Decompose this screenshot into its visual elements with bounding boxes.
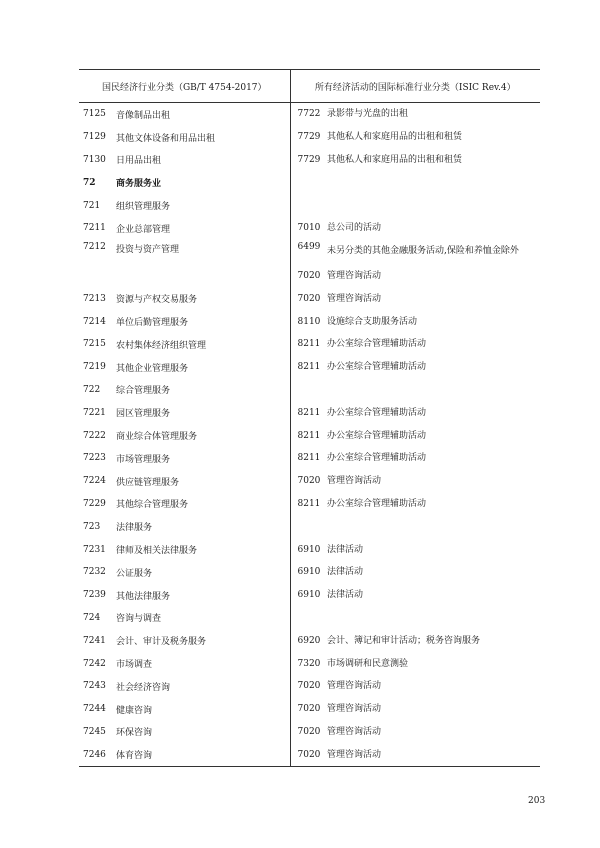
table-row: [79, 561, 540, 584]
table-row: [79, 607, 540, 630]
gbt-name: 商务服务业: [116, 171, 290, 194]
table-row: [79, 538, 540, 561]
gbt-code: 7245: [83, 726, 106, 737]
isic-code: 7020: [297, 726, 321, 737]
gbt-name: 商业综合体管理服务: [116, 424, 290, 447]
table-row: [79, 721, 540, 744]
isic-name: 设施综合支助服务活动: [327, 316, 418, 327]
gbt-code: 7219: [83, 362, 106, 373]
gbt-code: 7221: [83, 407, 106, 418]
gbt-code: 724: [83, 612, 101, 623]
isic-name: 管理咨询活动: [327, 704, 382, 715]
gbt-name: 音像制品出租: [116, 103, 290, 126]
isic-name: 办公室综合管理辅助活动: [327, 407, 427, 418]
gbt-name: 市场调查: [116, 652, 290, 675]
table-row: [79, 103, 540, 126]
gbt-name: [116, 265, 290, 288]
table-row: [79, 171, 540, 194]
table-row: [79, 743, 540, 766]
table-row: [79, 240, 540, 265]
gbt-code: 7129: [83, 132, 106, 143]
gbt-name: 综合管理服务: [116, 379, 290, 402]
isic-name: 总公司的活动: [327, 223, 382, 234]
isic-code: 6920: [297, 635, 321, 646]
gbt-code: 722: [83, 384, 101, 395]
table-row: [79, 194, 540, 217]
gbt-name: 组织管理服务: [116, 194, 290, 217]
gbt-code: 7229: [83, 498, 106, 509]
isic-name: 办公室综合管理辅助活动: [327, 430, 427, 441]
isic-name: 法律活动: [327, 544, 364, 555]
isic-name: [327, 171, 540, 194]
gbt-name: 投资与资产管理: [116, 240, 290, 265]
table-row: [79, 149, 540, 172]
table-row: [79, 310, 540, 333]
table-row: [79, 356, 540, 379]
gbt-name: 日用品出租: [116, 149, 290, 172]
table-row: [79, 401, 540, 424]
table-row: [79, 126, 540, 149]
gbt-code: 7224: [83, 476, 106, 487]
isic-code: 8211: [297, 453, 321, 464]
gbt-code: [79, 265, 116, 288]
table-row: [79, 424, 540, 447]
isic-name: 法律活动: [327, 567, 364, 578]
gbt-code: 7214: [83, 316, 106, 327]
isic-code: 8110: [297, 316, 321, 327]
isic-code: [290, 515, 327, 538]
gbt-code: 721: [83, 200, 101, 211]
table-row: [79, 493, 540, 516]
gbt-name: 其他企业管理服务: [116, 356, 290, 379]
isic-code: 8211: [297, 339, 321, 350]
isic-code: 7729: [297, 132, 321, 143]
isic-name: 办公室综合管理辅助活动: [327, 339, 427, 350]
table-row: [79, 675, 540, 698]
gbt-code: 7241: [83, 635, 106, 646]
isic-name: 办公室综合管理辅助活动: [327, 362, 427, 373]
gbt-name: 农村集体经济组织管理: [116, 333, 290, 356]
table-row: [79, 470, 540, 493]
isic-code: 8211: [297, 430, 321, 441]
isic-code: 7722: [297, 109, 321, 120]
isic-name: 会计、簿记和审计活动；税务咨询服务: [327, 635, 481, 646]
gbt-code: 72: [83, 177, 96, 188]
isic-name: 管理咨询活动: [327, 681, 382, 692]
isic-name: 其他私人和家庭用品的出租和租赁: [327, 154, 463, 165]
gbt-code: 7243: [83, 681, 106, 692]
isic-code: [290, 379, 327, 402]
table-row: [79, 629, 540, 652]
gbt-code: 7231: [83, 544, 106, 555]
isic-name: 管理咨询活动: [327, 476, 382, 487]
gbt-code: 7212: [83, 241, 106, 252]
page-number: 203: [528, 796, 546, 806]
gbt-code: 723: [83, 521, 101, 532]
gbt-name: 其他文体设备和用品出租: [116, 126, 290, 149]
header-isic: 所有经济活动的国际标准行业分类（ISIC Rev.4）: [290, 70, 540, 103]
isic-code: [290, 194, 327, 217]
isic-code: 8211: [297, 498, 321, 509]
gbt-name: 企业总部管理: [116, 217, 290, 240]
gbt-code: 7222: [83, 430, 106, 441]
header-gbt: 国民经济行业分类（GB/T 4754-2017）: [79, 70, 290, 103]
isic-code: 7320: [297, 658, 321, 669]
isic-code: 7020: [297, 293, 321, 304]
isic-name: [327, 194, 540, 217]
table-row: [79, 652, 540, 675]
isic-name: 未另分类的其他金融服务活动,保险和养恤金除外: [327, 245, 519, 256]
table-row: [79, 584, 540, 607]
gbt-code: 7244: [83, 704, 106, 715]
table-row: [79, 217, 540, 240]
gbt-code: 7125: [83, 109, 106, 120]
isic-code: 7020: [297, 704, 321, 715]
gbt-name: 法律服务: [116, 515, 290, 538]
gbt-code: 7242: [83, 658, 106, 669]
isic-code: 7729: [297, 154, 321, 165]
gbt-code: 7246: [79, 743, 116, 766]
isic-code: 8211: [297, 407, 321, 418]
isic-name: 其他私人和家庭用品的出租和租赁: [327, 132, 463, 143]
gbt-name: 资源与产权交易服务: [116, 287, 290, 310]
table-header-row: [79, 70, 540, 103]
gbt-name: 供应链管理服务: [116, 470, 290, 493]
gbt-code: 7215: [83, 339, 106, 350]
isic-code: 7020: [297, 476, 321, 487]
gbt-name: 环保咨询: [116, 721, 290, 744]
gbt-name: 会计、审计及税务服务: [116, 629, 290, 652]
isic-name: 管理咨询活动: [327, 270, 382, 281]
classification-table: [79, 69, 540, 767]
isic-name: [327, 607, 540, 630]
gbt-code: 7223: [83, 453, 106, 464]
isic-code: [290, 607, 327, 630]
isic-name: 管理咨询活动: [327, 293, 382, 304]
isic-name: 办公室综合管理辅助活动: [327, 453, 427, 464]
table-row: [79, 333, 540, 356]
gbt-name: 市场管理服务: [116, 447, 290, 470]
gbt-code: 7239: [83, 590, 106, 601]
table-row: [79, 379, 540, 402]
table-row: [79, 698, 540, 721]
isic-code: 7020: [297, 270, 321, 281]
isic-code: 6910: [297, 544, 321, 555]
gbt-name: 公证服务: [116, 561, 290, 584]
isic-code: 8211: [297, 362, 321, 373]
isic-name: 管理咨询活动: [327, 743, 540, 766]
isic-code: 6499: [297, 241, 321, 252]
isic-name: 管理咨询活动: [327, 726, 382, 737]
isic-name: 市场调研和民意测验: [327, 658, 409, 669]
isic-code: 7020: [290, 743, 327, 766]
table-row: [79, 287, 540, 310]
gbt-code: 7130: [83, 154, 106, 165]
isic-name: 法律活动: [327, 590, 364, 601]
gbt-name: 律师及相关法律服务: [116, 538, 290, 561]
gbt-code: 7232: [83, 567, 106, 578]
isic-code: 7020: [297, 681, 321, 692]
isic-code: [290, 171, 327, 194]
gbt-name: 体育咨询: [116, 743, 290, 766]
gbt-code: 7211: [83, 223, 106, 234]
isic-name: 录影带与光盘的出租: [327, 109, 409, 120]
table-row: [79, 515, 540, 538]
isic-name: 办公室综合管理辅助活动: [327, 498, 427, 509]
gbt-name: 咨询与调查: [116, 607, 290, 630]
gbt-name: 其他法律服务: [116, 584, 290, 607]
isic-code: 6910: [297, 567, 321, 578]
table-row: [79, 447, 540, 470]
isic-name: [327, 379, 540, 402]
gbt-code: 7213: [83, 293, 106, 304]
gbt-name: 社会经济咨询: [116, 675, 290, 698]
table-row: [79, 265, 540, 288]
gbt-name: 单位后勤管理服务: [116, 310, 290, 333]
isic-code: 6910: [297, 590, 321, 601]
gbt-name: 健康咨询: [116, 698, 290, 721]
isic-code: 7010: [297, 223, 321, 234]
isic-name: [327, 515, 540, 538]
gbt-name: 园区管理服务: [116, 401, 290, 424]
gbt-name: 其他综合管理服务: [116, 493, 290, 516]
